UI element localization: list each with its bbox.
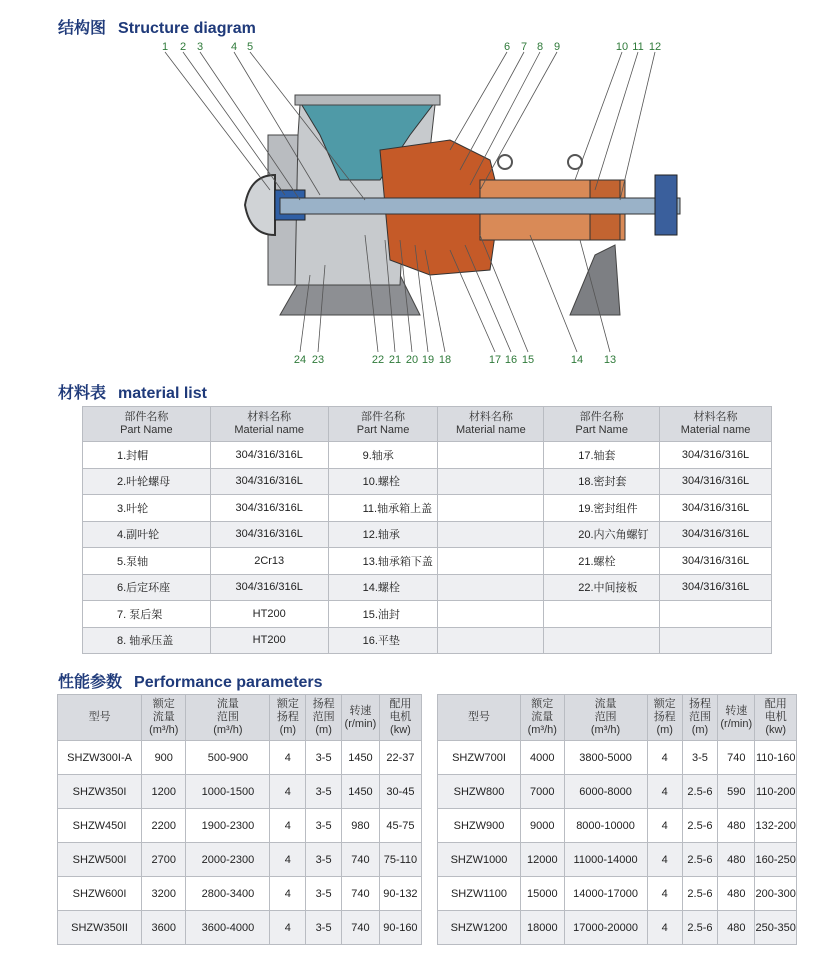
- performance-header-cell: [379, 695, 421, 741]
- value-cell: 30-45: [379, 775, 421, 809]
- part-name-cell: [544, 627, 660, 654]
- header-line: (kw): [390, 724, 411, 736]
- callout-19: 19: [421, 354, 435, 366]
- value-cell: 1450: [342, 741, 380, 775]
- value-cell: 4000: [521, 741, 565, 775]
- value-cell: 480: [718, 809, 755, 843]
- header-line: (r/min): [720, 717, 753, 730]
- value-cell: 4: [270, 877, 306, 911]
- value-cell: 3800-5000: [564, 741, 647, 775]
- value-cell: 2.5-6: [682, 843, 717, 877]
- table-row: [83, 495, 772, 522]
- value-cell: 4: [270, 741, 306, 775]
- value-cell: 480: [718, 877, 755, 911]
- value-cell: 4: [647, 877, 682, 911]
- part-name-cell: 18.密封套: [544, 468, 660, 495]
- value-cell: 90-132: [379, 877, 421, 911]
- header-cn: 材料名称: [693, 411, 738, 423]
- callout-18: 18: [438, 354, 452, 366]
- callout-1: 1: [161, 41, 169, 53]
- material-name-cell: 304/316/316L: [210, 468, 328, 495]
- table-row: [58, 843, 422, 877]
- value-cell: 200-300: [755, 877, 797, 911]
- part-name-cell: [544, 601, 660, 628]
- value-cell: 8000-10000: [564, 809, 647, 843]
- callout-3: 3: [196, 41, 204, 53]
- material-name-cell: [438, 521, 544, 548]
- header-line: 流量: [216, 698, 239, 710]
- callout-20: 20: [405, 354, 419, 366]
- performance-table-right: [437, 694, 797, 945]
- header-line: 转速: [725, 704, 748, 717]
- performance-header-cell: [142, 695, 186, 741]
- value-cell: 12000: [521, 843, 565, 877]
- callout-16: 16: [504, 354, 518, 366]
- material-name-cell: 304/316/316L: [210, 442, 328, 469]
- header-en: Material name: [234, 424, 305, 436]
- value-cell: 2.5-6: [682, 877, 717, 911]
- value-cell: 740: [342, 877, 380, 911]
- model-cell: SHZW800: [438, 775, 521, 809]
- material-name-cell: 304/316/316L: [210, 521, 328, 548]
- callout-12: 12: [648, 41, 662, 53]
- model-cell: SHZW700I: [438, 741, 521, 775]
- header-line: 额定: [276, 698, 299, 710]
- callout-13: 13: [603, 354, 617, 366]
- material-table: [82, 406, 772, 654]
- material-table-body: [83, 442, 772, 654]
- header-line: 电机: [764, 711, 787, 723]
- value-cell: 4: [647, 843, 682, 877]
- header-line: 扬程: [653, 711, 676, 723]
- header-en: Material name: [456, 424, 526, 436]
- value-cell: 590: [718, 775, 755, 809]
- callout-9: 9: [553, 41, 561, 53]
- header-line: (m): [315, 724, 332, 736]
- performance-header-cell: [58, 695, 142, 741]
- model-cell: SHZW350I: [58, 775, 142, 809]
- header-line: (r/min): [344, 717, 377, 730]
- value-cell: 3600-4000: [186, 911, 270, 945]
- table-row: [83, 548, 772, 575]
- part-name-cell: 6.后定环座: [83, 574, 211, 601]
- value-cell: 160-250: [755, 843, 797, 877]
- value-cell: 2.5-6: [682, 911, 717, 945]
- header-cn: 部件名称: [124, 411, 169, 423]
- callout-11: 11: [632, 41, 644, 53]
- value-cell: 480: [718, 911, 755, 945]
- header-line: 额定: [653, 698, 676, 710]
- value-cell: 15000: [521, 877, 565, 911]
- header-en: Part Name: [356, 424, 410, 436]
- value-cell: 980: [342, 809, 380, 843]
- performance-header-cell: [521, 695, 565, 741]
- table-row: [83, 601, 772, 628]
- material-name-cell: [660, 601, 772, 628]
- header-line: 范围: [312, 711, 335, 723]
- value-cell: 4: [647, 775, 682, 809]
- material-header-cell: [210, 407, 328, 442]
- value-cell: 90-160: [379, 911, 421, 945]
- callout-21: 21: [388, 354, 402, 366]
- callout-2: 2: [179, 41, 187, 53]
- material-heading-en: material list: [118, 385, 207, 402]
- value-cell: 1000-1500: [186, 775, 270, 809]
- value-cell: 1450: [342, 775, 380, 809]
- header-en: Material name: [680, 424, 751, 436]
- header-line: (m³/h): [590, 724, 621, 736]
- material-name-cell: [438, 548, 544, 575]
- header-line: (m³/h): [213, 724, 243, 736]
- part-name-cell: 19.密封组件: [544, 495, 660, 522]
- value-cell: 740: [342, 911, 380, 945]
- callout-24: 24: [293, 354, 307, 366]
- header-line: 流量: [531, 711, 554, 723]
- part-name-cell: 17.轴套: [544, 442, 660, 469]
- value-cell: 14000-17000: [564, 877, 647, 911]
- value-cell: 110-160: [755, 741, 797, 775]
- material-name-cell: 304/316/316L: [210, 495, 328, 522]
- value-cell: 4: [270, 911, 306, 945]
- value-cell: 3-5: [306, 877, 342, 911]
- header-line: 转速: [349, 704, 372, 717]
- model-cell: SHZW450I: [58, 809, 142, 843]
- value-cell: 7000: [521, 775, 565, 809]
- material-name-cell: [438, 601, 544, 628]
- value-cell: 4: [270, 843, 306, 877]
- value-cell: 2700: [142, 843, 186, 877]
- material-table-header: [83, 407, 772, 442]
- table-row: [438, 843, 797, 877]
- callout-23: 23: [311, 354, 325, 366]
- table-row: [438, 775, 797, 809]
- part-name-cell: 11.轴承箱上盖: [328, 495, 438, 522]
- part-name-cell: 13.轴承箱下盖: [328, 548, 438, 575]
- header-line: 扬程: [312, 698, 335, 710]
- performance-header-cell: [718, 695, 755, 741]
- value-cell: 4: [270, 809, 306, 843]
- model-cell: SHZW1000: [438, 843, 521, 877]
- performance-header-cell: [438, 695, 521, 741]
- value-cell: 2.5-6: [682, 809, 717, 843]
- header-line: 配用: [764, 698, 787, 710]
- value-cell: 500-900: [186, 741, 270, 775]
- pump-structure-diagram: [150, 40, 690, 370]
- header-line: 范围: [594, 711, 617, 723]
- value-cell: 110-200: [755, 775, 797, 809]
- material-heading-cn: 材料表: [58, 385, 107, 402]
- performance-header-cell: [682, 695, 717, 741]
- material-header-cell: [438, 407, 544, 442]
- table-row: [438, 809, 797, 843]
- table-row: [83, 521, 772, 548]
- performance-header-cell: [647, 695, 682, 741]
- material-name-cell: 304/316/316L: [660, 495, 772, 522]
- header-line: (m³/h): [527, 724, 557, 736]
- table-row: [83, 627, 772, 654]
- header-line: 范围: [216, 711, 239, 723]
- header-line: (m): [279, 724, 297, 736]
- header-line: 额定: [152, 698, 175, 710]
- table-row: [438, 741, 797, 775]
- header-en: Part Name: [120, 424, 173, 436]
- material-name-cell: [438, 495, 544, 522]
- part-name-cell: 9.轴承: [328, 442, 438, 469]
- header-en: Part Name: [575, 424, 628, 436]
- value-cell: 2000-2300: [186, 843, 270, 877]
- performance-table-header: [438, 695, 797, 741]
- table-row: [83, 468, 772, 495]
- header-line: 型号: [88, 711, 111, 723]
- material-name-cell: 304/316/316L: [210, 574, 328, 601]
- table-row: [438, 911, 797, 945]
- header-cn: 部件名称: [579, 411, 624, 423]
- value-cell: 4: [647, 911, 682, 945]
- performance-header-cell: [186, 695, 270, 741]
- callout-5: 5: [246, 41, 254, 53]
- material-name-cell: HT200: [210, 601, 328, 628]
- header-line: 范围: [688, 711, 711, 723]
- performance-heading-cn: 性能参数: [58, 674, 123, 691]
- part-name-cell: 14.螺栓: [328, 574, 438, 601]
- material-name-cell: [438, 468, 544, 495]
- value-cell: 3200: [142, 877, 186, 911]
- part-name-cell: 1.封帽: [83, 442, 211, 469]
- value-cell: 9000: [521, 809, 565, 843]
- callout-6: 6: [503, 41, 511, 53]
- callout-22: 22: [371, 354, 385, 366]
- value-cell: 3-5: [306, 775, 342, 809]
- performance-table-left: [57, 694, 422, 945]
- header-line: (m³/h): [149, 724, 179, 736]
- callout-14: 14: [570, 354, 584, 366]
- material-name-cell: 304/316/316L: [660, 442, 772, 469]
- value-cell: 45-75: [379, 809, 421, 843]
- header-line: 配用: [389, 698, 412, 710]
- value-cell: 17000-20000: [564, 911, 647, 945]
- value-cell: 132-200: [755, 809, 797, 843]
- part-name-cell: 7. 泵后架: [83, 601, 211, 628]
- value-cell: 18000: [521, 911, 565, 945]
- header-line: 型号: [468, 711, 490, 723]
- performance-header-cell: [342, 695, 380, 741]
- table-row: [58, 741, 422, 775]
- value-cell: 4: [270, 775, 306, 809]
- value-cell: 2200: [142, 809, 186, 843]
- value-cell: 2800-3400: [186, 877, 270, 911]
- callout-7: 7: [520, 41, 528, 53]
- value-cell: 3-5: [682, 741, 717, 775]
- callout-15: 15: [521, 354, 535, 366]
- header-line: 额定: [531, 698, 554, 710]
- value-cell: 4: [647, 809, 682, 843]
- callout-10: 10: [615, 41, 629, 53]
- value-cell: 22-37: [379, 741, 421, 775]
- part-name-cell: 10.螺栓: [328, 468, 438, 495]
- part-name-cell: 20.内六角螺钉: [544, 521, 660, 548]
- performance-header-cell: [564, 695, 647, 741]
- material-name-cell: 304/316/316L: [660, 548, 772, 575]
- material-header-cell: [660, 407, 772, 442]
- value-cell: 75-110: [379, 843, 421, 877]
- header-line: 扬程: [688, 698, 711, 710]
- model-cell: SHZW1200: [438, 911, 521, 945]
- material-name-cell: 304/316/316L: [660, 468, 772, 495]
- material-name-cell: 304/316/316L: [660, 574, 772, 601]
- part-name-cell: 5.泵轴: [83, 548, 211, 575]
- value-cell: 250-350: [755, 911, 797, 945]
- header-line: 电机: [389, 711, 412, 723]
- part-name-cell: 3.叶轮: [83, 495, 211, 522]
- value-cell: 11000-14000: [564, 843, 647, 877]
- model-cell: SHZW1100: [438, 877, 521, 911]
- material-name-cell: [438, 574, 544, 601]
- value-cell: 1200: [142, 775, 186, 809]
- performance-header-cell: [755, 695, 797, 741]
- part-name-cell: 8. 轴承压盖: [83, 627, 211, 654]
- table-row: [58, 809, 422, 843]
- material-name-cell: 2Cr13: [210, 548, 328, 575]
- model-cell: SHZW500I: [58, 843, 142, 877]
- value-cell: 4: [647, 741, 682, 775]
- material-header-cell: [544, 407, 660, 442]
- structure-heading-en: Structure diagram: [118, 20, 256, 37]
- performance-header-cell: [270, 695, 306, 741]
- value-cell: 3600: [142, 911, 186, 945]
- value-cell: 1900-2300: [186, 809, 270, 843]
- value-cell: 740: [718, 741, 755, 775]
- header-line: 扬程: [276, 711, 299, 723]
- structure-heading: [58, 15, 256, 38]
- part-name-cell: 16.平垫: [328, 627, 438, 654]
- material-name-cell: [438, 442, 544, 469]
- model-cell: SHZW600I: [58, 877, 142, 911]
- value-cell: 3-5: [306, 809, 342, 843]
- header-cn: 材料名称: [247, 411, 292, 423]
- model-cell: SHZW350II: [58, 911, 142, 945]
- material-name-cell: HT200: [210, 627, 328, 654]
- value-cell: 480: [718, 843, 755, 877]
- part-name-cell: 15.油封: [328, 601, 438, 628]
- header-cn: 材料名称: [468, 411, 513, 423]
- header-line: (kw): [765, 724, 787, 736]
- material-name-cell: [660, 627, 772, 654]
- part-name-cell: 2.叶轮螺母: [83, 468, 211, 495]
- part-name-cell: 21.螺栓: [544, 548, 660, 575]
- value-cell: 3-5: [306, 741, 342, 775]
- part-name-cell: 4.副叶轮: [83, 521, 211, 548]
- model-cell: SHZW900: [438, 809, 521, 843]
- value-cell: 3-5: [306, 911, 342, 945]
- callout-8: 8: [536, 41, 544, 53]
- header-cn: 部件名称: [361, 411, 406, 423]
- value-cell: 900: [142, 741, 186, 775]
- header-line: (m): [656, 724, 673, 736]
- value-cell: 740: [342, 843, 380, 877]
- table-row: [83, 574, 772, 601]
- material-name-cell: 304/316/316L: [660, 521, 772, 548]
- table-row: [58, 911, 422, 945]
- performance-heading-en: Performance parameters: [134, 674, 323, 691]
- header-line: 流量: [594, 698, 617, 710]
- material-heading: [58, 380, 207, 403]
- performance-table-header: [58, 695, 422, 741]
- value-cell: 6000-8000: [564, 775, 647, 809]
- material-name-cell: [438, 627, 544, 654]
- callout-17: 17: [488, 354, 502, 366]
- performance-heading: [58, 669, 323, 692]
- table-row: [438, 877, 797, 911]
- part-name-cell: 12.轴承: [328, 521, 438, 548]
- table-row: [58, 775, 422, 809]
- part-name-cell: 22.中间接板: [544, 574, 660, 601]
- callout-4: 4: [230, 41, 238, 53]
- table-row: [58, 877, 422, 911]
- table-row: [83, 442, 772, 469]
- value-cell: 3-5: [306, 843, 342, 877]
- header-line: (m): [691, 724, 709, 736]
- material-header-cell: [328, 407, 438, 442]
- material-header-cell: [83, 407, 211, 442]
- performance-header-cell: [306, 695, 342, 741]
- header-line: 流量: [152, 711, 175, 723]
- value-cell: 2.5-6: [682, 775, 717, 809]
- model-cell: SHZW300I-A: [58, 741, 142, 775]
- structure-heading-cn: 结构图: [58, 20, 107, 37]
